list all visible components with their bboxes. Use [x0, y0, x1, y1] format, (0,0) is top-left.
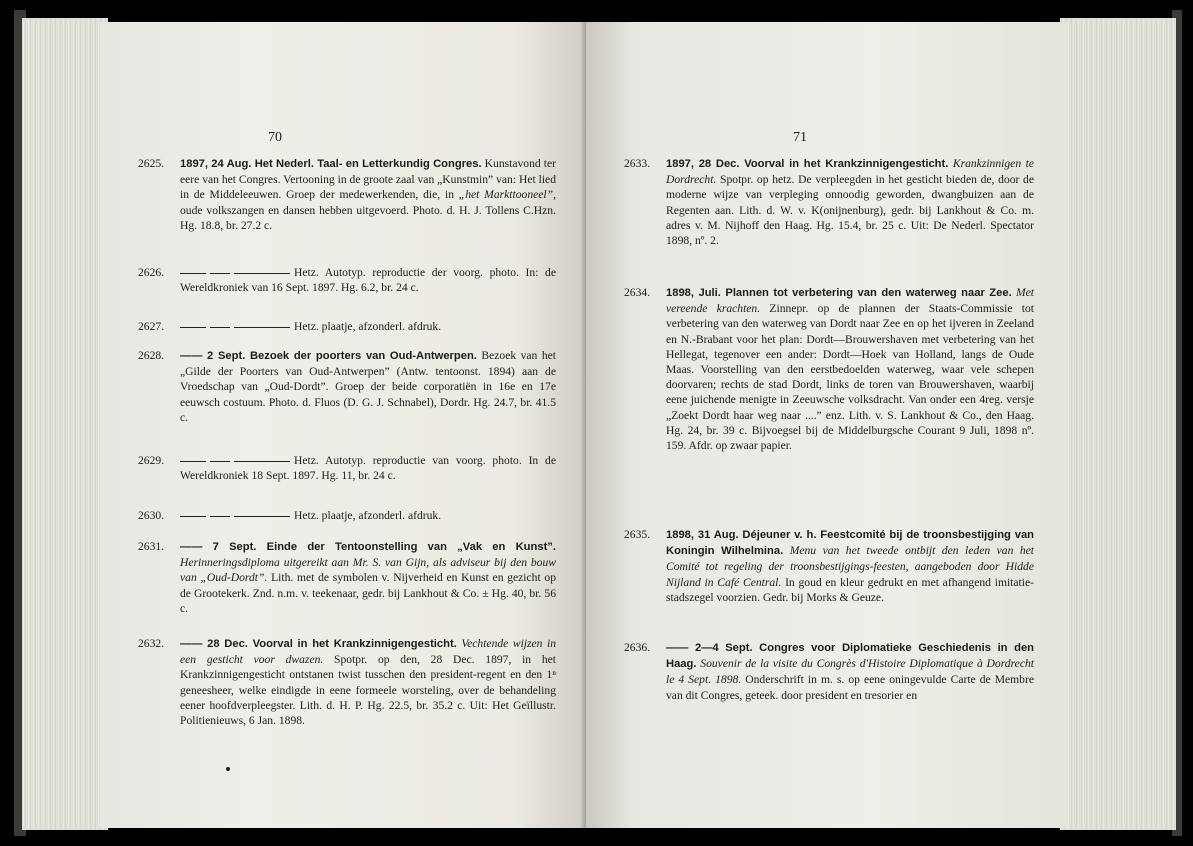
- ditto-dash: [234, 327, 290, 328]
- entry-body: Onderschrift in m. s. op eene oningevulde Carte de Membre van dit Congres, geteek. door president en tresorier en: [666, 673, 1034, 702]
- right-page: [586, 22, 1068, 828]
- ditto-dash: [234, 461, 290, 462]
- entry-italic: Souvenir de la visite du Congrès d'Histoire Diplomatique à Dordrecht le 4 Sept. 1898.: [666, 657, 1034, 687]
- entry-number: 2629.: [138, 454, 165, 467]
- entry-heading: 1897, 28 Dec. Voorval in het Krankzinnigengesticht.: [666, 158, 949, 170]
- ditto-dash: [210, 273, 230, 274]
- entry-number: 2634.: [624, 286, 651, 299]
- entry-italic: Vechtende wijzen in een gesticht voor dwazen.: [180, 637, 556, 667]
- entry-body: Hetz. Autotyp. reproductie der voorg. photo. In: de Wereldkroniek van 16 Sept. 1897. Hg. 6.2, br. 24 c.: [180, 266, 556, 295]
- entry-italic: Krankzinnigen te Dordrecht.: [666, 157, 1034, 187]
- page-stack-right: [1060, 18, 1176, 830]
- entry-heading: —— 7 Sept. Einde der Tentoonstelling van „Vak en Kunst”.: [180, 541, 556, 553]
- ditto-dash: [210, 327, 230, 328]
- ditto-dash: [234, 273, 290, 274]
- entry-heading: 1898, 31 Aug. Déjeuner v. h. Feestcomité bij de troonsbestijging van Koningin Wilhelmina.: [666, 529, 1034, 558]
- entry-body: Hetz. plaatje, afzonderl. afdruk.: [294, 509, 442, 522]
- entry-heading: 1897, 24 Aug. Het Nederl. Taal- en Letterkundig Congres.: [180, 158, 482, 170]
- ditto-dash: [180, 516, 206, 517]
- entry-number: 2633.: [624, 157, 651, 170]
- entry-number: 2632.: [138, 637, 165, 650]
- entry-number: 2636.: [624, 641, 651, 654]
- page-number-left: 70: [268, 130, 282, 145]
- entry-number: 2628.: [138, 349, 165, 362]
- entry-heading: —— 28 Dec. Voorval in het Krankzinnigengesticht.: [180, 638, 457, 650]
- entry-number: 2635.: [624, 528, 651, 541]
- ditto-dash: [180, 327, 206, 328]
- entry-number: 2627.: [138, 320, 165, 333]
- ditto-dash: [210, 461, 230, 462]
- entry-body: Bezoek van het „Gilde der Poorters van Oud-Antwerpen” (Antw. tentoonst. 1894) aan de Vroedschap van „Oud-Dordt”. Groep der beide corporatiën in 16e en 17e eeuwsch costuum. Photo. d. Fluos (D. G. J. Schnabel), Dordr. Hg. 24.7, br. 41.5 c.: [180, 349, 556, 424]
- ditto-dash: [180, 273, 206, 274]
- entry-body: , oude volkszangen en dansen hebben uitgevoerd. Photo. d. H. J. Tollens C.Hzn. Hg. 18.8, br. 27.2 c.: [180, 188, 556, 232]
- entry-body: Hetz. Autotyp. reproductie van voorg. photo. In de Wereldkroniek 18 Sept. 1897. Hg. 11, br. 24 c.: [180, 454, 556, 483]
- entry-italic: Herinneringsdiploma uitgereikt aan Mr. S. van Gijn, als adviseur bij den bouw van „Oud-Dordt”.: [180, 556, 556, 585]
- ditto-dash: [234, 516, 290, 517]
- entry-body: Lith. met de symbolen v. Nijverheid en Kunst en gezicht op de Grootekerk. Znd. n.m. v. teekenaar, gedr. bij Lankhout & Co. ± Hg. 40, br. 56 c.: [180, 571, 556, 615]
- ditto-dash: [180, 461, 206, 462]
- entry-heading: —— 2—4 Sept. Congres voor Diplomatieke Geschiedenis in den Haag.: [666, 642, 1034, 671]
- ditto-dash: [210, 516, 230, 517]
- entry-body: Hetz. plaatje, afzonderl. afdruk.: [294, 320, 442, 333]
- entry-number: 2630.: [138, 509, 165, 522]
- page-number-right: 71: [793, 130, 807, 145]
- entry-italic: Menu van het tweede ontbijt den leden van het Comité tot regeling der troonsbestijgings-feesten, aangeboden door Hidde Nijland in Café Central.: [666, 544, 1035, 589]
- entry-body: Spotpr. op den, 28 Dec. 1897, in het Krankzinnigengesticht ontstanen twist tusschen den president-regent en den 1ⁿ geneesheer, welke eindigde in eene formeele worsteling, over de behandeling eener hoofdverpleegster. Lith. d. H. P. Hg. 22.5, br. 35.2 c. Uit: Het Geïllustr. Politienieuws, 6 Jan. 1898.: [180, 653, 557, 728]
- ink-speck: [226, 767, 230, 771]
- entry-italic: Met vereende krachten.: [666, 286, 1034, 316]
- entry-number: 2625.: [138, 157, 165, 170]
- entry-heading: —— 2 Sept. Bezoek der poorters van Oud-Antwerpen.: [180, 350, 477, 362]
- entry-body: In goud en kleur gedrukt en met afhangend imitatie-stadszegel voorzien. Gedr. bij Morks & Geuze.: [666, 575, 1034, 604]
- entry-body: Zinnepr. op de plannen der Staats-Commissie tot verbetering van den waterweg van Dordt naar Zee en op het ijveren in Zeeland en N.-Brabant voor het plan: Dordt—Brouwershaven met verbetering van het Hellegat, tegenover een ander: Dordt—Hoek van Holland, langs de Oude Maas. Voorstelling van den eerstbedoelden waterweg, waar vele schepen doorvaren; rechts de stad Dordt, links de toren van Brouwershaven, waarbij eene juichende menigte in Zeeuwsche volksdracht. Van onder een 4reg. versje „Zoekt Dordt haar weg naar ....” enz. Lith. v. S. Lankhout & Co., den Haag. Hg. 24, br. 39 c. Bijvoegsel bij de Middelburgsche Courant 9 Juli, 1898 nº. 159. Afdr. op zwaar papier.: [666, 302, 1034, 453]
- entry-body: Kunstavond ter eere van het Congres. Vertooning in de groote zaal van „Kunstmin” van: Het lied in de Middeleeuwen. Groep der medewerkenden, die, in: [180, 157, 556, 202]
- entry-number: 2626.: [138, 266, 165, 279]
- entry-body: Spotpr. op hetz. De verpleegden in het gesticht bieden de, door de moderne wijze van verpleging onnoodig geworden, dwangbuizen aan de Regenten aan. Lith. d. W. v. K(onijnenburg), gedr. bij Lankhout & Co. m. adres v. M. Nijhoff den Haag. Hg. 15.4, br. 25 c. Uit: De Nederl. Spectator 1898, nº. 2.: [666, 173, 1034, 248]
- entry-italic: „het Markttooneel”: [458, 188, 554, 202]
- left-page: [100, 22, 586, 828]
- entry-number: 2631.: [138, 540, 165, 553]
- entry-heading: 1898, Juli. Plannen tot verbetering van den waterweg naar Zee.: [666, 287, 1012, 299]
- page-stack-left: [22, 18, 108, 830]
